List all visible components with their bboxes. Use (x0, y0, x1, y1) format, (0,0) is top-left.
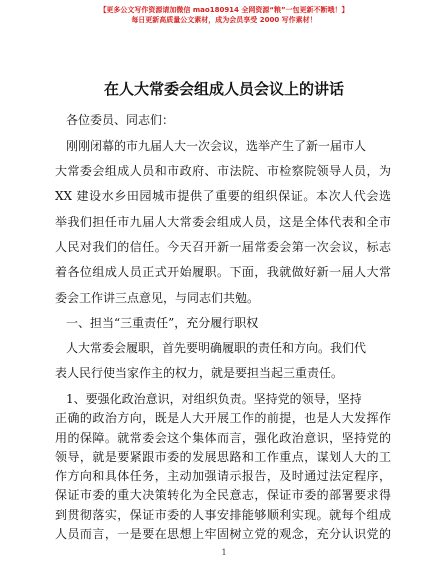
paragraph-line: 人大常委会履职，首先要明确履职的责任和方向。我们代 (66, 341, 367, 355)
paragraph-line: 表人民行使当家作主的权力，就是要担当起三重责任。 (55, 366, 344, 380)
paragraph-line: 到贯彻落实，保证市委的人事安排能够顺利实现。就每个组成 (55, 508, 391, 522)
paragraph-line: 保证市委的重大决策转化为全民意志，保证市委的部署要求得 (55, 488, 391, 502)
paragraph-line: 1、要强化政治意识，对组织负责。坚持党的领导，坚持 (66, 392, 362, 406)
paragraph-line: 大常委会组成人员和市政府、市法院、市检察院领导人员，为 (55, 164, 391, 178)
paragraph-line: 用的保障。就常委会这个集体而言，强化政治意识，坚持党的 (55, 431, 391, 445)
page-number: 1 (221, 548, 227, 557)
paragraph-line: 委会工作讲三点意见，与同志们共勉。 (55, 291, 260, 305)
paragraph-line: 举我们担任市九届人大常委会组成人员，这是全体代表和全市 (55, 215, 391, 229)
paragraph-line: 人员而言，一是要在思想上牢固树立党的观念，充分认识党的 (55, 527, 391, 541)
paragraph-line: 正确的政治方向，既是人大开展工作的前提，也是人大发挥作 (55, 411, 391, 425)
section-heading: 一、担当“三重责任”，充分履行职权 (66, 316, 259, 330)
promo-banner-line-2: 每日更新高质量公文素材，成为会员享受 2000 写作素材！ (131, 16, 317, 24)
paragraph-line: XX 建设水乡田园城市提供了重要的组织保证。本次人代会选 (55, 189, 391, 203)
paragraph-line: 人民对我们的信任。今天召开新一届常委会第一次会议，标志 (55, 240, 391, 254)
paragraph-line: 领导，就是要紧跟市委的发展思路和工作重点，谋划人大的工 (55, 450, 391, 464)
paragraph-line: 着各位组成人员正式开始履职。下面，我就做好新一届人大常 (55, 265, 391, 279)
salutation: 各位委员、同志们： (66, 113, 175, 127)
promo-banner-line-1: 【更多公文写作资源请加微信 mao180914 全网资源“粮”一包更新不断哦！】 (99, 6, 349, 14)
document-title: 在人大常委会组成人员会议上的讲话 (103, 80, 344, 98)
paragraph-line: 刚刚闭幕的市九届人大一次会议，选举产生了新一届市人 (66, 139, 367, 153)
paragraph-line: 作方向和具体任务，主动加强请示报告，及时通过法定程序， (55, 469, 391, 483)
